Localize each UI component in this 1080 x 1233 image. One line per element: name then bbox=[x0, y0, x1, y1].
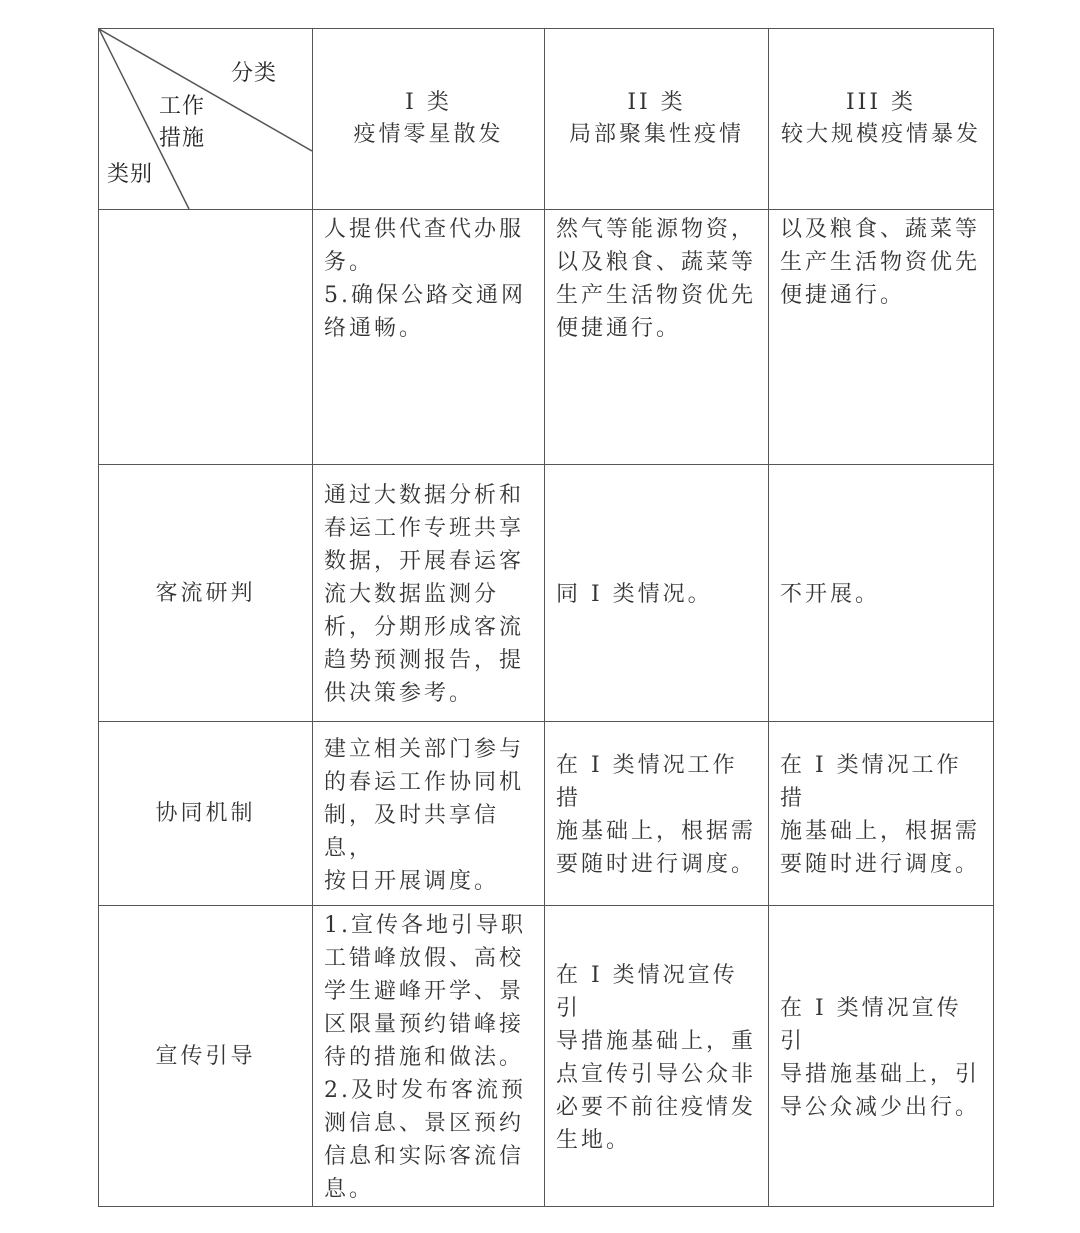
table-cell bbox=[313, 210, 545, 465]
column-header-3 bbox=[769, 29, 994, 210]
table-cell bbox=[769, 722, 994, 906]
table-cell bbox=[313, 722, 545, 906]
measures-label: 工作 措施 bbox=[159, 94, 206, 151]
cell-text: 1.宣传各地引导职 工错峰放假、高校 学生避峰开学、景 区限量预约错峰接 待的措施和做法。 2.及时发布客流预 测信息、景区预约 信息和实际客流信 息。 bbox=[324, 913, 526, 1202]
table-row bbox=[99, 210, 994, 465]
table-cell bbox=[545, 210, 769, 465]
column-header-2 bbox=[545, 29, 769, 210]
type-label: 类别 bbox=[107, 162, 154, 187]
diagonal-header bbox=[99, 29, 312, 209]
column-header-1 bbox=[313, 29, 545, 210]
cell-text: 在 I 类情况工作措 施基础上，根据需 要随时进行调度。 bbox=[556, 753, 757, 877]
row-label bbox=[99, 210, 313, 465]
column-header-name: III 类 bbox=[845, 90, 917, 115]
table-cell bbox=[313, 906, 545, 1207]
table-cell bbox=[313, 465, 545, 722]
cell-text: 人提供代查代办服 务。 5.确保公路交通网 络通畅。 bbox=[324, 217, 526, 341]
cell-text: 不开展。 bbox=[780, 582, 881, 607]
table-cell bbox=[769, 906, 994, 1207]
cell-text: 通过大数据分析和 春运工作专班共享 数据，开展春运客 流大数据监测分 析，分期形成客流 趋势预测报告，提 供决策参考。 bbox=[324, 483, 525, 706]
table-row bbox=[99, 465, 994, 722]
cell-text: 在 I 类情况宣传引 导措施基础上，重 点宣传引导公众非 必要不前往疫情发 生地。 bbox=[556, 962, 757, 1153]
cell-text: 在 I 类情况工作措 施基础上，根据需 要随时进行调度。 bbox=[780, 753, 981, 877]
column-header-sub: 较大规模疫情暴发 bbox=[780, 122, 981, 147]
cell-text: 在 I 类情况宣传引 导措施基础上，引 导公众减少出行。 bbox=[780, 995, 981, 1120]
column-header-sub: 疫情零星散发 bbox=[353, 122, 504, 147]
cell-text: 以及粮食、蔬菜等 生产生活物资优先 便捷通行。 bbox=[780, 217, 981, 308]
table-cell bbox=[769, 465, 994, 722]
table-cell bbox=[545, 465, 769, 722]
table-row bbox=[99, 722, 994, 906]
row-label: 宣传引导 bbox=[99, 906, 313, 1207]
table-cell bbox=[545, 722, 769, 906]
cell-text: 然气等能源物资， 以及粮食、蔬菜等 生产生活物资优先 便捷通行。 bbox=[556, 217, 757, 341]
row-label: 协同机制 bbox=[99, 722, 313, 906]
cell-text: 建立相关部门参与 的春运工作协同机 制，及时共享信息， 按日开展调度。 bbox=[324, 736, 525, 894]
column-header-sub: 局部聚集性疫情 bbox=[568, 122, 744, 147]
diagonal-header-cell bbox=[99, 29, 313, 210]
measures-table bbox=[98, 28, 994, 1207]
category-label: 分类 bbox=[231, 61, 278, 86]
cell-text: 同 I 类情况。 bbox=[556, 582, 713, 607]
table-row bbox=[99, 906, 994, 1207]
table-cell bbox=[545, 906, 769, 1207]
header-row bbox=[99, 29, 994, 210]
column-header-name: II 类 bbox=[627, 90, 686, 115]
row-label: 客流研判 bbox=[99, 465, 313, 722]
column-header-name: I 类 bbox=[405, 90, 452, 115]
table-cell bbox=[769, 210, 994, 465]
